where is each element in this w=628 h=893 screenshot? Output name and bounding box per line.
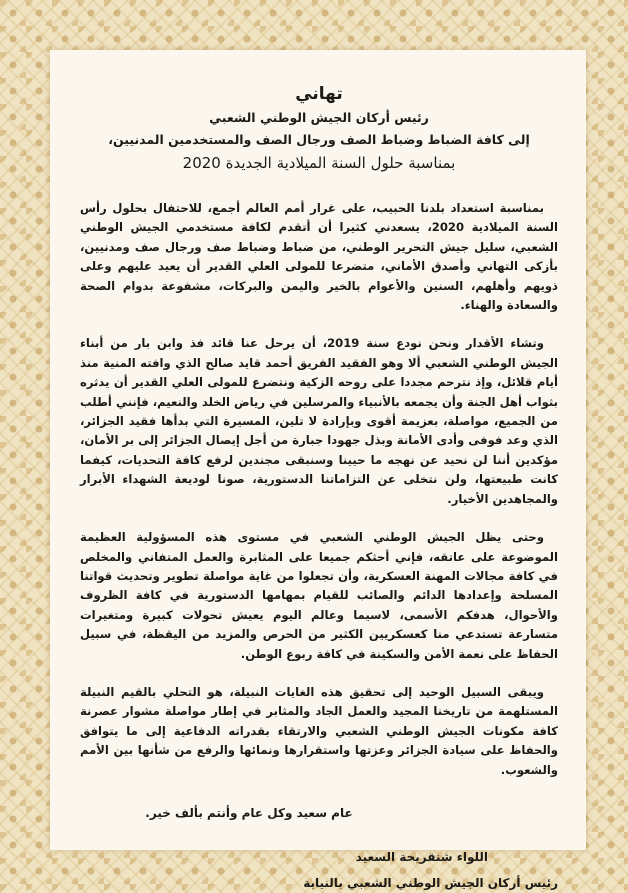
closing-greeting: عام سعيد وكل عام وأنتم بألف خير. <box>145 805 353 820</box>
paragraph-4: ويبقى السبيل الوحيد إلى تحقيق هذه الغايات النبيلة، هو التحلي بالقيم النبيلة المستلهمة من تاريخنا المجيد والعمل الجاد والمثابر في إطار مواصلة مشوار عصرنة كافة مكونات الجيش الوطني الشعبي والارتقاء بقدراته الدفاعية إلى ما يتوافق والحفاظ على سيادة الجزائر وعزتها واستقرارها ونمائها والرفع من شأنها بين الأمم والشعوب. <box>80 684 558 777</box>
paragraph-3: وحتى يظل الجيش الوطني الشعبي في مستوى هذه المسؤولية العظيمة الموضوعة على عاتقه، فإني أحثكم جميعا على المثابرة والعمل المتفاني والمخلص في كافة مجالات المهنة العسكرية، وأن تجعلوا من غاية مواصلة تطوير وتحديث قواتنا المسلحة وإعدادها الدائم والصائب للقيام بمهامها الدستورية في كافة الظروف والأحوال، هدفكم الأسمى، لاسيما وعالم اليوم يعيش تحولات كبيرة ومتغيرات متسارعة تستدعي منا كعسكريين الكثير من الحرص والمزيد من اليقظة، في سبيل الحفاظ على نعمة الأمن والسكينة في كافة ربوع الوطن. <box>80 530 558 661</box>
paragraph-2: وتشاء الأقدار ونحن نودع سنة 2019، أن يرحل عنا قائد فذ وابن بار من أبناء الجيش الوطني الشعبي ألا وهو الفقيد الفريق أحمد قايد صالح الذي وافته المنية منذ أيام قلائل، وإذ نترحم مجددا على روحه الزكية ونتضرع للمولى العلي القدير أن يدثره بثواب أهل الجنة وأن يجمعه بالأنبياء والمرسلين في رياض الخلد والنعيم، فإنني أطلب من الجميع، مواصلة، بعزيمة أقوى وبإرادة لا تلين، المسيرة التي بدأها فقيد الجزائر، الذي وعد فوفى وأدى الأمانة وبذل جهودا جبارة من أجل إيصال الجزائر إلى بر الأمان، مؤكدين أننا لن نحيد عن نهجه ما حيينا وسنبقى مجندين لرفع كافة التحديات، كيفما كانت طبيعتها، ولن نتخلى عن التزاماتنا الدستورية، صونا لوديعة الشهداء الأبرار والمجاهدين الأخيار. <box>80 336 558 506</box>
signatory-name: اللواء شنقريحة السعيد <box>355 849 488 864</box>
signatory-role: رئيس أركان الجيش الوطني الشعبي بالنيابة <box>303 875 558 890</box>
signature-block <box>80 850 558 890</box>
letter <box>80 84 558 890</box>
letter-title: تهاني <box>295 84 343 104</box>
letter-occasion: بمناسبة حلول السنة الميلادية الجديدة 2020 <box>182 154 456 172</box>
letter-recipients: إلى كافة الضباط وضباط الصف ورجال الصف والمستخدمين المدنيين، <box>108 132 530 147</box>
letter-sender: رئيس أركان الجيش الوطني الشعبي <box>209 110 429 125</box>
paragraph-1: بمناسبة استعداد بلدنا الحبيب، على غرار أمم العالم أجمع، للاحتفال بحلول رأس السنة الميلادية 2020، يسعدني كثيرا أن أتقدم لكافة مستخدمي الجيش الوطني الشعبي، سليل جيش التحرير الوطني، من ضباط وضباط صف ورجال صف ومدنيين، بأزكى التهاني وأصدق الأماني، متضرعا للمولى العلي القدير أن يعيد عليهم وعلى ذويهم وأهلهم، السنين والأعوام بالخير واليمن والبركات، مشفوعة بدوام الصحة والسعادة والهناء. <box>80 201 558 313</box>
